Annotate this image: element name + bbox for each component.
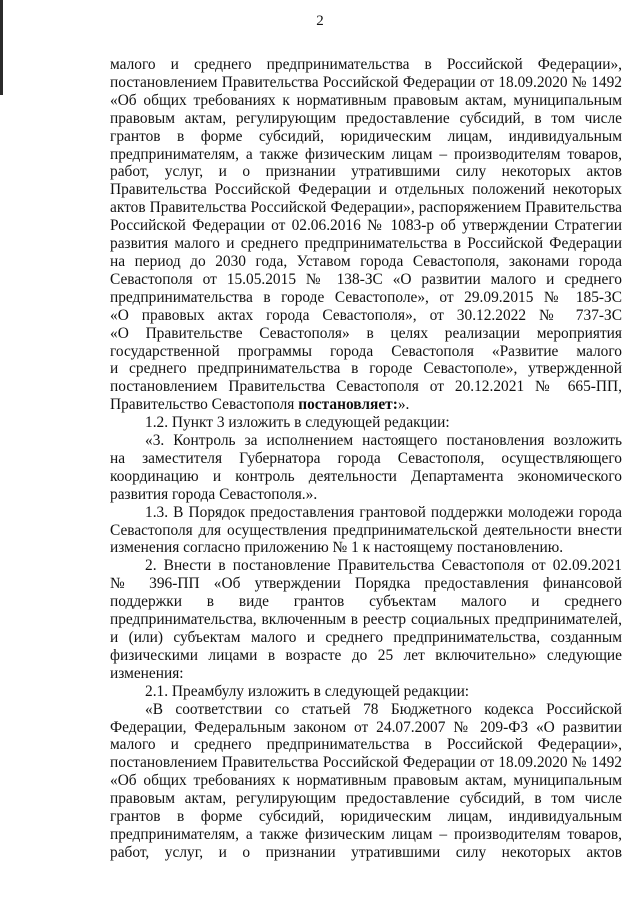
text-line: Федерации, Федеральным законом от 24.07.2007 № 209-ФЗ «О развитии [110,718,622,736]
text-line: правовым актам, регулирующим предоставление субсидий, в том числе [110,109,622,127]
page-number: 2 [316,13,324,29]
text-line: «Об общих требованиях к нормативным правовым актам, муниципальным [110,772,622,790]
text-line: поддержки в виде грантов субъектам малого и среднего [110,593,622,611]
text-line: работ, услуг, и о признании утратившими силу некоторых актов [110,843,622,861]
clause-2: 2. Внести в постановление Правительства Севастополя от 02.09.2021 [145,557,622,575]
text-line: предпринимательства, включенным в реестр социальных предпринимателей, [110,611,622,629]
text-line: Севастополя для осуществления предпринимательской деятельности внести [110,521,622,539]
text-line: и среднего предпринимательства в городе Севастополе», утвержденной [110,360,622,378]
text-line: Правительства Российской Федерации и отдельных положений некоторых [110,181,622,199]
text-line: «3. Контроль за исполнением настоящего постановления возложить [145,432,622,450]
text-line: грантов в форме субсидий, юридическим лицам, индивидуальным [110,808,622,826]
text-line: № 396-ПП «Об утверждении Порядка предоставления финансовой [110,575,622,593]
text-line: развития малого и среднего предпринимательства в Российской Федерации [110,235,622,253]
clause-2-1: 2.1. Преамбулу изложить в следующей редакции: [145,682,470,700]
resolution-subject: Правительство Севастополя [110,396,299,414]
clause-1-3: 1.3. В Порядок предоставления грантовой поддержки молодежи города [145,503,622,521]
text-line: постановлением Правительства Севастополя от 20.12.2021 № 665-ПП, [110,378,622,396]
text-line: изменения: [110,664,184,682]
text-line: работ, услуг, и о признании утратившими силу некоторых актов [110,163,622,181]
text-line: на заместителя Губернатора города Севастополя, осуществляющего [110,449,622,467]
text-line: изменения согласно приложению № 1 к настоящему постановлению. [110,539,564,557]
text-line: грантов в форме субсидий, юридическим лицам, индивидуальным [110,127,622,145]
clause-1-2: 1.2. Пункт 3 изложить в следующей редакции: [145,414,450,432]
text-line: государственной программы города Севастополя «Развитие малого [110,342,622,360]
text-line: постановлением Правительства Российской Федерации от 18.09.2020 № 1492 [110,73,622,91]
closing-quote: ». [397,396,410,414]
text-line: предпринимательства в городе Севастополе», от 29.09.2015 № 185-ЗС [110,288,622,306]
text-line: постановлением Правительства Российской Федерации от 18.09.2020 № 1492 [110,754,622,772]
text-line: развития города Севастополя.». [110,485,318,503]
text-line: Севастополя от 15.05.2015 № 138-ЗС «О развитии малого и среднего [110,270,622,288]
text-line: предпринимателям, а также физическим лицам – производителям товаров, [110,145,622,163]
text-line: координацию и контроль деятельности Департамента экономического [110,467,622,485]
text-line: «Об общих требованиях к нормативным правовым актам, муниципальным [110,91,622,109]
text-line: Российской Федерации от 02.06.2016 № 1083-р об утверждении Стратегии [110,217,622,235]
text-line: «О Правительстве Севастополя» в целях реализации мероприятия [110,324,622,342]
document-body [110,56,622,862]
resolves-word: постановляет: [298,396,398,414]
text-line: правовым актам, регулирующим предоставление субсидий, в том числе [110,790,622,808]
text-line: и (или) субъектам малого и среднего предпринимательства, созданным [110,629,622,646]
text-line: «В соответствии со статьей 78 Бюджетного кодекса Российской [145,700,622,718]
text-line: предпринимателям, а также физическим лицам – производителям товаров, [110,825,622,843]
text-line: актов Правительства Российской Федерации», распоряжением Правительства [110,199,622,217]
text-line: малого и среднего предпринимательства в Российской Федерации», [110,56,622,73]
text-line-resolves [110,396,622,414]
text-line: физическими лицами в возрасте до 25 лет включительно» следующие [110,646,622,664]
text-line: малого и среднего предпринимательства в Российской Федерации», [110,736,622,754]
text-line: на период до 2030 года, Уставом города Севастополя, законами города [110,252,622,270]
text-line: «О правовых актах города Севастополя», от 30.12.2022 № 737-ЗС [110,306,622,324]
